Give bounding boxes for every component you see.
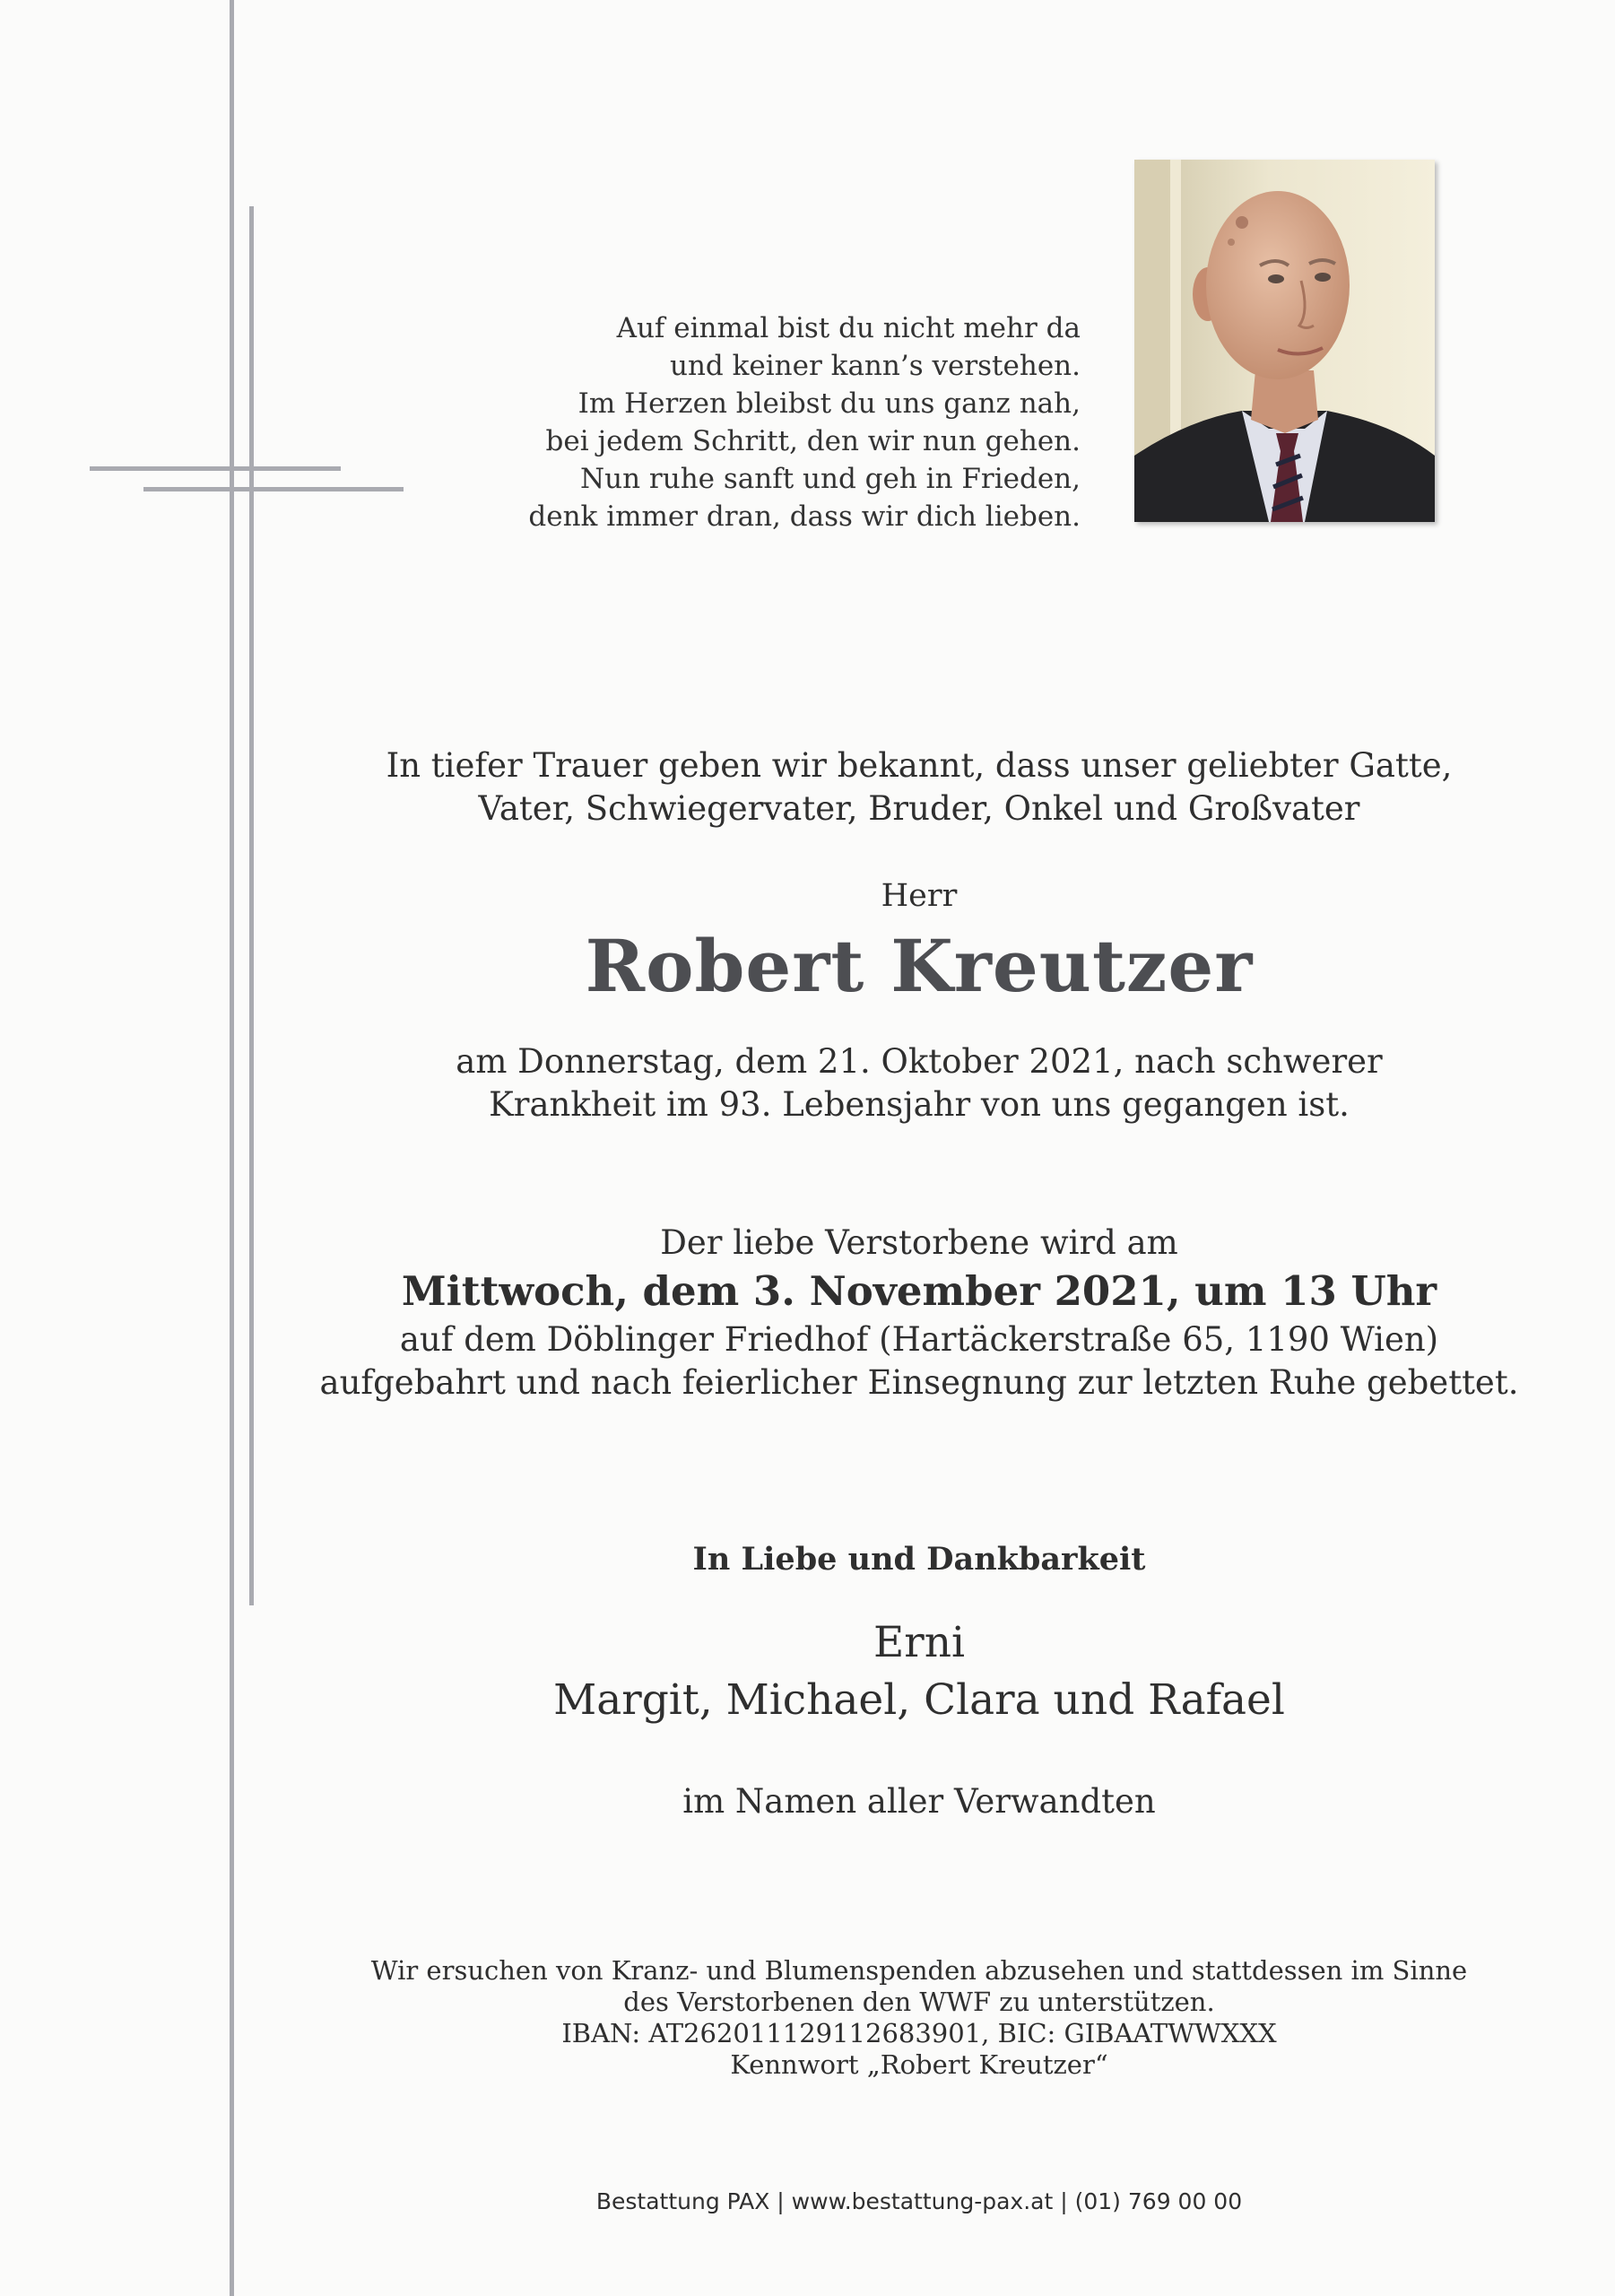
poem-line: Im Herzen bleibst du uns ganz nah, xyxy=(577,387,1081,420)
portrait-illustration xyxy=(1134,160,1435,522)
mourners-heading: In Liebe und Dankbarkeit xyxy=(692,1541,1146,1578)
funeral-date: Mittwoch, dem 3. November 2021, um 13 Uhr xyxy=(401,1267,1437,1315)
cross-vertical-long xyxy=(230,0,234,2296)
mourner-name: Margit, Michael, Clara und Rafael xyxy=(553,1675,1285,1725)
funeral-home-footer: Bestattung PAX | www.bestattung-pax.at | (01) 769 00 00 xyxy=(595,2188,1243,2214)
donation-line: des Verstorbenen den WWF zu unterstützen. xyxy=(623,1987,1215,2017)
funeral-line: aufgebahrt und nach feierlicher Einsegnung zur letzten Ruhe gebettet. xyxy=(319,1363,1519,1402)
poem-line: bei jedem Schritt, den wir nun gehen. xyxy=(545,425,1081,457)
portrait-photo xyxy=(1134,160,1435,522)
intro-line: In tiefer Trauer geben wir bekannt, dass unser geliebter Gatte, xyxy=(386,746,1453,785)
donation-request xyxy=(0,1955,1615,2081)
poem-line: denk immer dran, dass wir dich lieben. xyxy=(528,500,1081,533)
poem-line: Auf einmal bist du nicht mehr da xyxy=(616,312,1081,344)
deceased-name: Robert Kreutzer xyxy=(585,924,1254,1008)
poem-line: Nun ruhe sanft und geh in Frieden, xyxy=(580,463,1081,495)
donation-line: IBAN: AT262011129112683901, BIC: GIBAATWWXXX xyxy=(561,2018,1277,2048)
mourner-name: Erni xyxy=(873,1618,966,1667)
announcement-intro xyxy=(0,744,1615,831)
donation-line: Wir ersuchen von Kranz- und Blumenspenden abzusehen und stattdessen im Sinne xyxy=(370,1955,1468,1986)
relatives-note: im Namen aller Verwandten xyxy=(682,1782,1156,1821)
funeral-intro: Der liebe Verstorbene wird am xyxy=(660,1223,1178,1262)
death-notice xyxy=(0,1040,1615,1126)
donation-line: Kennwort „Robert Kreutzer“ xyxy=(730,2049,1108,2080)
mourners-names xyxy=(0,1614,1615,1729)
cross-horizontal-lower xyxy=(143,487,404,491)
cross-horizontal-upper xyxy=(90,466,341,471)
funeral-location xyxy=(0,1318,1615,1405)
memorial-poem xyxy=(502,309,1081,535)
death-line: Krankheit im 93. Lebensjahr von uns gegangen ist. xyxy=(489,1085,1350,1124)
death-line: am Donnerstag, dem 21. Oktober 2021, nach schwerer xyxy=(456,1042,1383,1081)
salutation: Herr xyxy=(881,878,958,914)
intro-line: Vater, Schwiegervater, Bruder, Onkel und Großvater xyxy=(478,789,1360,828)
funeral-line: auf dem Döblinger Friedhof (Hartäckerstraße 65, 1190 Wien) xyxy=(399,1320,1439,1359)
poem-line: und keiner kann’s verstehen. xyxy=(670,350,1081,382)
